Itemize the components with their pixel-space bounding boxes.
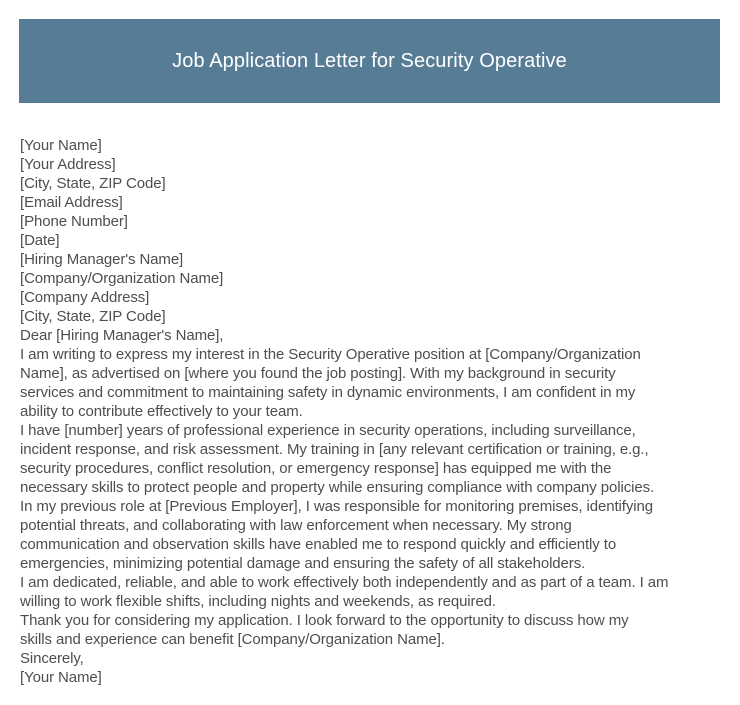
recipient-line: [Company Address] xyxy=(20,289,150,306)
paragraph-line: I am dedicated, reliable, and able to work effectively both independently and as part of a team. I am xyxy=(20,574,669,591)
sender-line: [City, State, ZIP Code] xyxy=(20,175,166,192)
salutation-line: Dear [Hiring Manager's Name], xyxy=(20,327,224,344)
page-title: Job Application Letter for Security Operative xyxy=(172,49,567,72)
paragraph-line: I am writing to express my interest in the Security Operative position at [Company/Organization xyxy=(20,346,641,363)
recipient-line: [Hiring Manager's Name] xyxy=(20,251,184,268)
paragraph-line: incident response, and risk assessment. My training in [any relevant certification or training, e.g., xyxy=(20,441,649,458)
paragraph-line: Name], as advertised on [where you found the job posting]. With my background in security xyxy=(20,365,616,382)
title-banner xyxy=(19,19,720,103)
paragraph-line: emergencies, minimizing potential damage and ensuring the safety of all stakeholders. xyxy=(20,555,586,572)
paragraph-line: security procedures, conflict resolution, or emergency response] has equipped me with the xyxy=(20,460,612,477)
sender-line: [Your Address] xyxy=(20,156,116,173)
paragraph-line: [Your Name] xyxy=(20,669,102,686)
letter-body xyxy=(20,136,725,687)
sender-line: [Email Address] xyxy=(20,194,123,211)
sender-line: [Phone Number] xyxy=(20,213,128,230)
recipient-line: [City, State, ZIP Code] xyxy=(20,308,166,325)
sender-block xyxy=(20,136,725,250)
paragraph-line: communication and observation skills have enabled me to respond quickly and efficiently to xyxy=(20,536,617,553)
paragraph-line: In my previous role at [Previous Employer], I was responsible for monitoring premises, identifying xyxy=(20,498,653,515)
recipient-line: [Company/Organization Name] xyxy=(20,270,224,287)
recipient-block xyxy=(20,250,725,326)
sender-line: [Date] xyxy=(20,232,60,249)
paragraph-line: Sincerely, xyxy=(20,650,84,667)
sender-line: [Your Name] xyxy=(20,137,102,154)
paragraph-line: willing to work flexible shifts, including nights and weekends, as required. xyxy=(20,593,496,610)
paragraph-line: potential threats, and collaborating with law enforcement when necessary. My strong xyxy=(20,517,572,534)
paragraph-line: Thank you for considering my application. I look forward to the opportunity to discuss how my xyxy=(20,612,629,629)
paragraph-line: services and commitment to maintaining safety in dynamic environments, I am confident in my xyxy=(20,384,636,401)
paragraph-line: necessary skills to protect people and property while ensuring compliance with company policies. xyxy=(20,479,655,496)
paragraph-line: I have [number] years of professional experience in security operations, including surveillance, xyxy=(20,422,636,439)
paragraph-line: skills and experience can benefit [Company/Organization Name]. xyxy=(20,631,445,648)
paragraph-line: ability to contribute effectively to your team. xyxy=(20,403,303,420)
paragraph-block xyxy=(20,345,725,687)
